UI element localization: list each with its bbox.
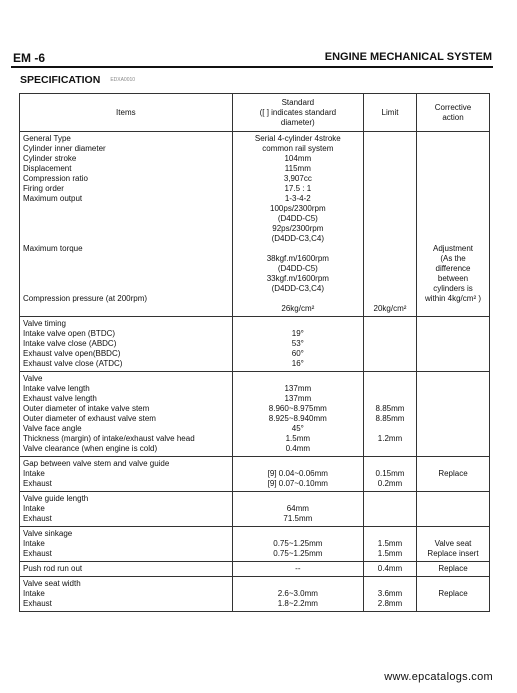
cell-line: Exhaust valve open(BBDC) [23,349,121,358]
standard-cell [232,562,363,577]
cell-line: 2.8mm [377,599,403,608]
cell-line: Replace [438,589,468,598]
cell-line: Intake [23,589,45,598]
cell-line [367,394,413,404]
cell-line [367,459,413,469]
cell-line: 104mm [284,154,312,163]
cell-line: 0.4mm [285,444,311,453]
cell-line: Valve seat [434,539,472,548]
cell-line [367,184,413,194]
cell-line [367,579,413,589]
cell-line: Cylinder stroke [23,154,77,163]
limit-cell [363,372,416,457]
cell-line: 137mm [284,384,312,393]
cell-line [236,494,360,504]
cell-line: 2.6~3.0mm [277,589,318,598]
col-header-line: Limit [381,107,399,117]
cell-line: Exhaust [23,549,52,558]
cell-line: Valve face angle [23,424,82,433]
cell-line [23,264,229,274]
col-header-standard [232,94,363,132]
cell-line [367,174,413,184]
standard-cell [232,317,363,372]
cell-line: 1.5mm [377,549,403,558]
cell-line: Maximum torque [23,244,83,253]
cell-line: Outer diameter of exhaust valve stem [23,414,156,423]
cell-line: 64mm [286,504,309,513]
cell-line: 20kg/cm² [373,304,407,313]
cell-line: Valve guide length [23,494,89,503]
col-header-limit [363,94,416,132]
cell-line [420,459,486,469]
cell-line [367,264,413,274]
cell-line: 19° [291,329,304,338]
cell-line: 8.925~8.940mm [268,414,327,423]
cell-line: 38kgf.m/1600rpm [266,254,329,263]
cell-line: Adjustment [432,244,474,253]
cell-line: 3.6mm [377,589,403,598]
cell-line [420,204,486,214]
corrective-cell [417,562,490,577]
section-title [20,74,135,86]
cell-line: Outer diameter of intake valve stem [23,404,150,413]
table-row [20,317,490,372]
table-header-row [20,94,490,132]
cell-line: Gap between valve stem and valve guide [23,459,170,468]
cell-line: Intake valve length [23,384,90,393]
table-row [20,372,490,457]
cell-line: Valve seat width [23,579,81,588]
cell-line: 100ps/2300rpm [270,204,326,213]
cell-line: Valve timing [23,319,66,328]
cell-line: Replace [438,564,468,573]
cell-line: 33kgf.m/1600rpm [266,274,329,283]
cell-line [23,234,229,244]
corrective-cell [417,457,490,492]
corrective-cell [417,132,490,317]
col-header-line: ([ ] indicates standard [259,107,337,117]
spec-table [19,93,490,612]
item-cell [20,562,233,577]
cell-line [367,384,413,394]
cell-line [420,234,486,244]
item-cell [20,372,233,457]
cell-line [420,144,486,154]
cell-line [367,234,413,244]
cell-line [236,294,360,304]
cell-line [420,529,486,539]
cell-line [420,174,486,184]
cell-line [236,244,360,254]
cell-line [236,319,360,329]
cell-line: Replace [438,469,468,478]
cell-line [367,284,413,294]
cell-line [420,579,486,589]
cell-line [420,214,486,224]
cell-line: Push rod run out [23,564,83,573]
cell-line: cylinders is [433,284,473,293]
cell-line: Valve [23,374,43,383]
limit-cell [363,577,416,612]
col-header-items [20,94,233,132]
cell-line: common rail system [262,144,334,153]
cell-line [367,194,413,204]
cell-line: Intake [23,469,45,478]
cell-line: [9] 0.04~0.06mm [267,469,328,478]
section-title-text: SPECIFICATION [20,74,101,86]
table-row [20,457,490,492]
cell-line: (D4DD-C3,C4) [271,284,325,293]
table-row [20,562,490,577]
cell-line: 1.5mm [377,539,403,548]
cell-line: 137mm [284,394,312,403]
header-rule [11,66,493,68]
cell-line [367,254,413,264]
col-header-line: Standard [281,97,315,107]
cell-line [367,444,413,454]
cell-line [367,224,413,234]
cell-line: Intake [23,504,45,513]
cell-line [420,184,486,194]
cell-line [236,529,360,539]
corrective-cell [417,317,490,372]
cell-line: 45° [291,424,304,433]
cell-line [420,224,486,234]
cell-line [23,214,229,224]
cell-line: Intake [23,539,45,548]
cell-line [420,164,486,174]
item-cell [20,132,233,317]
cell-line: Intake valve open (BTDC) [23,329,116,338]
table-row [20,577,490,612]
col-header-line: Corrective [434,102,472,112]
item-cell [20,527,233,562]
footer-watermark: www.epcatalogs.com [384,671,493,683]
cell-line [367,244,413,254]
standard-cell [232,492,363,527]
cell-line: -- [295,564,301,573]
cell-line: [9] 0.07~0.10mm [267,479,328,488]
cell-line: within 4kg/cm² ) [424,294,481,303]
col-header-line: Items [116,107,136,117]
cell-line [420,154,486,164]
cell-line: 8.960~8.975mm [268,404,327,413]
cell-line: Serial 4-cylinder 4stroke [254,134,341,143]
cell-line [367,374,413,384]
table-row [20,527,490,562]
standard-cell [232,527,363,562]
cell-line: Displacement [23,164,72,173]
cell-line: Intake valve close (ABDC) [23,339,117,348]
corrective-cell [417,577,490,612]
cell-line: Replace insert [427,549,479,558]
cell-line: (D4DD-C5) [277,214,318,223]
cell-line: Exhaust [23,479,52,488]
cell-line: 1.8~2.2mm [277,599,318,608]
section-code: EDXA0010 [110,77,136,84]
cell-line: Compression ratio [23,174,88,183]
cell-line: 8.85mm [375,404,405,413]
item-cell [20,577,233,612]
limit-cell [363,562,416,577]
cell-line: 16° [291,359,304,368]
cell-line: 1.2mm [377,434,403,443]
cell-line [367,424,413,434]
standard-cell [232,132,363,317]
standard-cell [232,372,363,457]
cell-line: 8.85mm [375,414,405,423]
cell-line [23,204,229,214]
limit-cell [363,527,416,562]
cell-line [367,529,413,539]
cell-line [367,294,413,304]
cell-line: 60° [291,349,304,358]
cell-line [367,144,413,154]
corrective-cell [417,492,490,527]
cell-line [367,134,413,144]
cell-line [367,274,413,284]
chapter-title: ENGINE MECHANICAL SYSTEM [324,51,492,63]
cell-line [367,154,413,164]
table-row [20,492,490,527]
limit-cell [363,317,416,372]
cell-line: Valve sinkage [23,529,73,538]
cell-line [23,224,229,234]
cell-line: 0.75~1.25mm [273,549,323,558]
cell-line [367,204,413,214]
cell-line: 1-3-4-2 [284,194,311,203]
cell-line [236,374,360,384]
col-header-line: action [442,112,464,122]
cell-line [23,274,229,284]
cell-line: 115mm [284,164,311,173]
cell-line: Exhaust [23,599,52,608]
cell-line: 1.5mm [285,434,311,443]
cell-line: 17.5 : 1 [284,184,312,193]
cell-line [236,579,360,589]
cell-line [367,164,413,174]
cell-line: 92ps/2300rpm [272,224,324,233]
cell-line [367,214,413,224]
limit-cell [363,492,416,527]
standard-cell [232,457,363,492]
cell-line: 0.75~1.25mm [273,539,323,548]
cell-line: Maximum output [23,194,83,203]
cell-line: Thickness (margin) of intake/exhaust valve head [23,434,195,443]
cell-line: Cylinder inner diameter [23,144,106,153]
cell-line: difference [435,264,471,273]
cell-line: 53° [291,339,304,348]
cell-line: 0.4mm [377,564,403,573]
cell-line: 26kg/cm² [281,304,315,313]
cell-line: 71.5mm [283,514,313,523]
col-header-line: diameter) [280,117,315,127]
page-number: EM -6 [13,51,46,65]
limit-cell [363,457,416,492]
cell-line: 0.15mm [375,469,405,478]
cell-line [23,284,229,294]
cell-line: between [437,274,469,283]
spec-table-body [20,132,490,612]
standard-cell [232,577,363,612]
item-cell [20,492,233,527]
cell-line: Compression pressure (at 200rpm) [23,294,148,303]
cell-line: (D4DD-C5) [277,264,318,273]
cell-line: 0.2mm [377,479,403,488]
corrective-cell [417,372,490,457]
cell-line: Exhaust valve close (ATDC) [23,359,123,368]
cell-line: (D4DD-C3,C4) [271,234,325,243]
cell-line [420,134,486,144]
table-row [20,132,490,317]
limit-cell [363,132,416,317]
cell-line: 3,907cc [283,174,312,183]
cell-line [23,254,229,264]
corrective-cell [417,527,490,562]
cell-line: Valve clearance (when engine is cold) [23,444,158,453]
item-cell [20,317,233,372]
cell-line: Firing order [23,184,64,193]
item-cell [20,457,233,492]
cell-line [420,194,486,204]
col-header-corrective [417,94,490,132]
cell-line: Exhaust [23,514,52,523]
cell-line: General Type [23,134,71,143]
cell-line: (As the [440,254,466,263]
cell-line [236,459,360,469]
cell-line: Exhaust valve length [23,394,97,403]
